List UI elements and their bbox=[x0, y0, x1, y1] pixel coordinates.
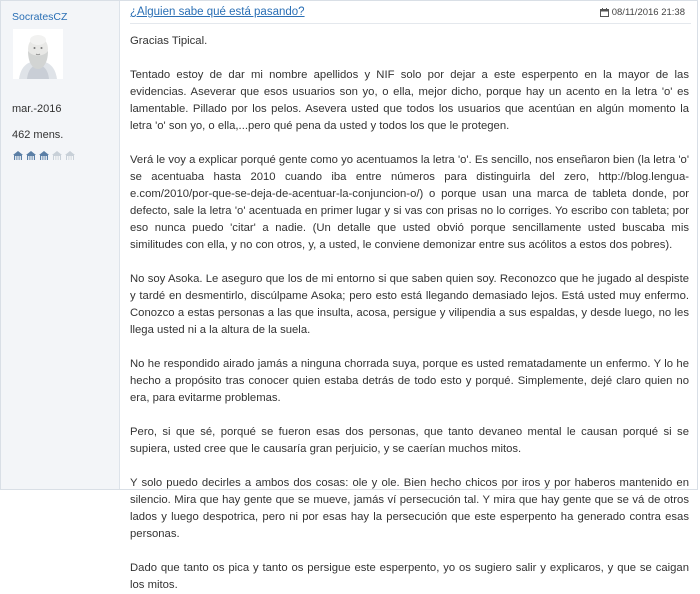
author-panel bbox=[1, 1, 120, 489]
post-title-link[interactable]: ¿Alguien sabe qué está pasando? bbox=[130, 6, 305, 18]
post-paragraph: No soy Asoka. Le aseguro que los de mi entorno si que saben quien soy. Reconozco que he jugado al despiste y tardé en desmentirlo, discúlpame Asoka; pero esto está llegando demasiado lejos. Está usted muy enfermo. Conozco a estas personas a las que insulta, acosa, persigue y vilipendia a sus espaldas, y desde luego, no les llega usted ni a la altura de la suela. bbox=[130, 273, 689, 336]
post-content bbox=[120, 1, 697, 591]
rank-house-icon bbox=[64, 150, 76, 161]
post-paragraph: Dado que tanto os pica y tanto os persigue este esperpento, yo os sugiero salir y explicaros, y que se caigan los mitos. bbox=[130, 562, 689, 591]
post-date bbox=[600, 7, 691, 18]
join-date: mar.-2016 bbox=[12, 103, 62, 115]
post-date-text: 08/11/2016 21:38 bbox=[611, 6, 685, 18]
post-paragraph: No he respondido airado jamás a ninguna chorrada suya, porque es usted rematadamente un enfermo. Y lo he hecho a propósito tras conocer quien estaba detrás de todo esto y porqué. Simplemente, dejé claro quien no era, para evitarme problemas. bbox=[130, 358, 689, 404]
post-header bbox=[130, 1, 691, 24]
rank-house-icon bbox=[12, 150, 24, 161]
rank-icons bbox=[12, 150, 119, 161]
avatar[interactable] bbox=[13, 29, 63, 79]
rank-house-icon bbox=[38, 150, 50, 161]
calendar-icon bbox=[600, 8, 609, 17]
post-paragraph: Pero, si que sé, porqué se fueron esas dos personas, que tanto devaneo mental le causan porqué si se supiera, usted cree que le causaría gran perjuicio, y se caerían muchos mitos. bbox=[130, 426, 689, 455]
rank-house-icon bbox=[25, 150, 37, 161]
post-body bbox=[130, 24, 689, 594]
post-paragraph: Y solo puedo decirles a ambos dos cosas: ole y ole. Bien hecho chicos por iros y por haberos mantenido en silencio. Mira que hay gente que se mueve, jamás ví persecución tal. Y mira que hay gente que se vá de otros lados y luego despotrica, pero ni por esas hay la persecución que este esperpento ha generado contra esas personas. bbox=[130, 477, 689, 540]
post-paragraph: Tentado estoy de dar mi nombre apellidos y NIF solo por dejar a este esperpento en la mayor de las evidencias. Aseverar que esos usuarios son yo, o ella, mejor dicho, porque hay un acento en la letra 'o' es lamentable. Pillado por los pelos. Asevera usted que todos los usuarios que acentúan en algún momento la letra 'o' son yo, o ella,...pero qué pena da usted y todos los que le protegen. bbox=[130, 69, 689, 132]
author-name-link[interactable]: SocratesCZ bbox=[12, 11, 68, 23]
post-paragraph: Verá le voy a explicar porqué gente como yo acentuamos la letra 'o'. Es sencillo, nos enseñaron bien (la letra 'o' se acentuaba hasta 2010 cuando iba entre números para distinguirla del zero, http://blog.lengua-e.com/2010/por-que-se-deja-de-acentuar-la-conjuncion-o/) o porque usan una marca de tableta donde, por defecto, sale la letra 'o' acentuada en primer lugar y si vas con prisas no lo corriges. Yo escribo con tableta; por eso nunca puedo 'citar' a nadie. (Un detalle que usted obvió porque sencillamente usted buscaba mis similitudes con ella, y no con otros, y, a usted, le conviene demonizar entre sus acólitos a estos dos pobres). bbox=[130, 154, 689, 251]
rank-house-icon bbox=[51, 150, 63, 161]
message-count: 462 mens. bbox=[12, 129, 64, 141]
post-paragraph: Gracias Tipical. bbox=[130, 35, 208, 47]
